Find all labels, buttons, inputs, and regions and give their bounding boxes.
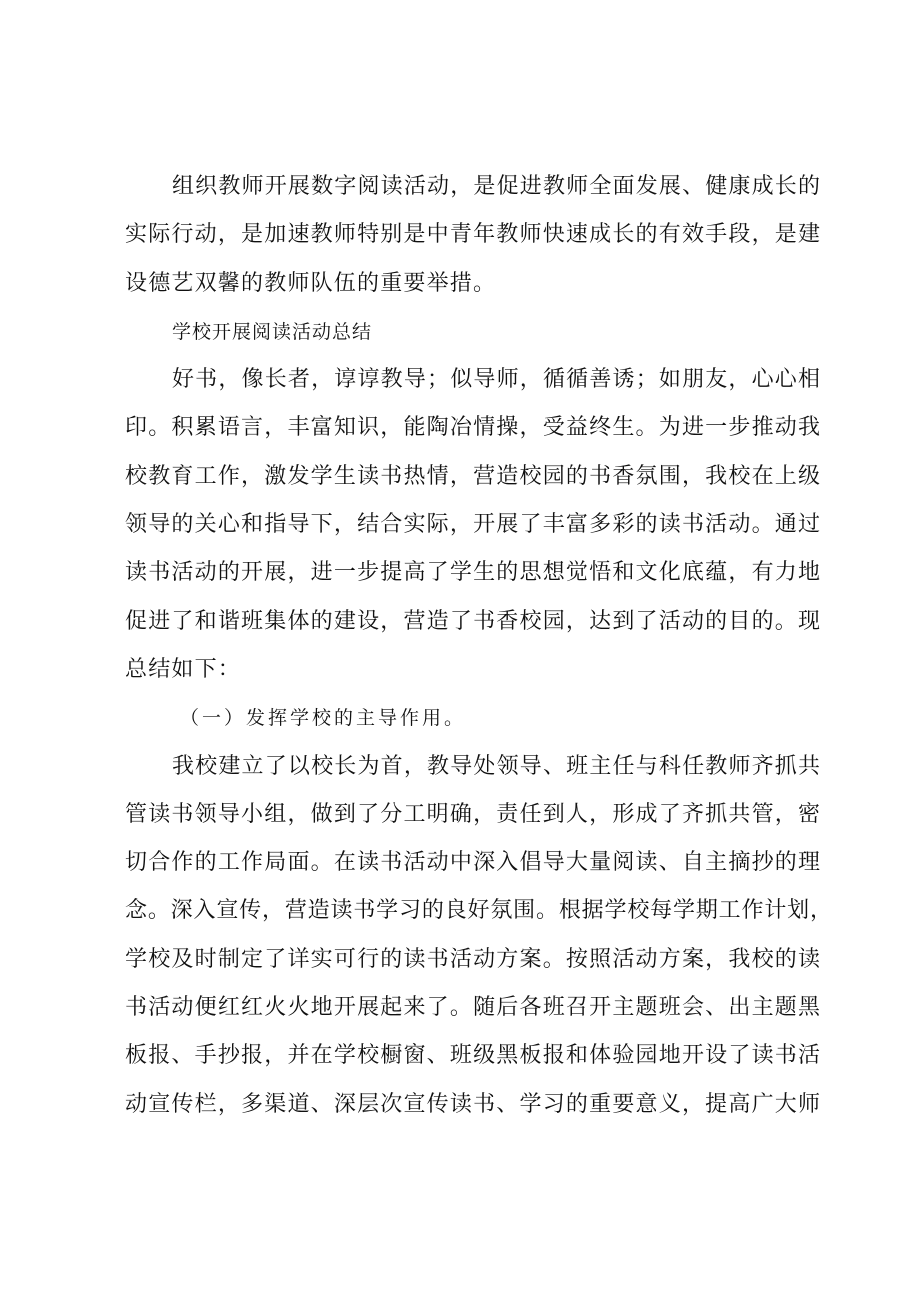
text-line: 念。深入宣传，营造读书学习的良好氛围。根据学校每学期工作计划， xyxy=(125,898,832,924)
paragraph-1 xyxy=(125,163,820,308)
text-line: 动宣传栏，多渠道、深层次宣传读书、学习的重要意义，提高广大师 xyxy=(125,1091,820,1117)
section-heading: （一）发挥学校的主导作用。 xyxy=(180,707,467,730)
text-line: 好书，像长者，谆谆教导；似导师，循循善诱；如朋友，心心相 xyxy=(172,367,820,393)
text-line: 板报、手抄报，并在学校橱窗、班级黑板报和体验园地开设了读书活 xyxy=(125,1043,820,1069)
text-line: 学校及时制定了详实可行的读书活动方案。按照活动方案，我校的读 xyxy=(125,946,820,972)
text-line: 读书活动的开展，进一步提高了学生的思想觉悟和文化底蕴，有力地 xyxy=(125,560,820,586)
paragraph-2 xyxy=(125,356,820,694)
text-line: 总结如下： xyxy=(125,656,242,682)
text-line: 设德艺双馨的教师队伍的重要举措。 xyxy=(125,270,497,296)
text-line: 领导的关心和指导下，结合实际，开展了丰富多彩的读书活动。通过 xyxy=(125,512,820,538)
text-line: 组织教师开展数字阅读活动，是促进教师全面发展、健康成长的 xyxy=(172,174,820,199)
text-line: 切合作的工作局面。在读书活动中深入倡导大量阅读、自主摘抄的理 xyxy=(125,850,820,876)
text-line: 印。积累语言，丰富知识，能陶冶情操，受益终生。为进一步推动我 xyxy=(125,415,820,441)
document-title: 学校开展阅读活动总结 xyxy=(172,320,373,343)
text-line: 实际行动，是加速教师特别是中青年教师快速成长的有效手段，是建 xyxy=(125,222,820,248)
paragraph-3 xyxy=(125,743,832,1129)
document-body xyxy=(125,163,832,1129)
text-line: 促进了和谐班集体的建设，营造了书香校园，达到了活动的目的。现 xyxy=(125,608,820,634)
text-line: 我校建立了以校长为首，教导处领导、班主任与科任教师齐抓共 xyxy=(172,753,820,779)
text-line: 校教育工作，激发学生读书热情，营造校园的书香氛围，我校在上级 xyxy=(125,463,820,489)
text-line: 书活动便红红火火地开展起来了。随后各班召开主题班会、出主题黑 xyxy=(125,995,820,1021)
text-line: 管读书领导小组，做到了分工明确，责任到人，形成了齐抓共管，密 xyxy=(125,801,820,827)
